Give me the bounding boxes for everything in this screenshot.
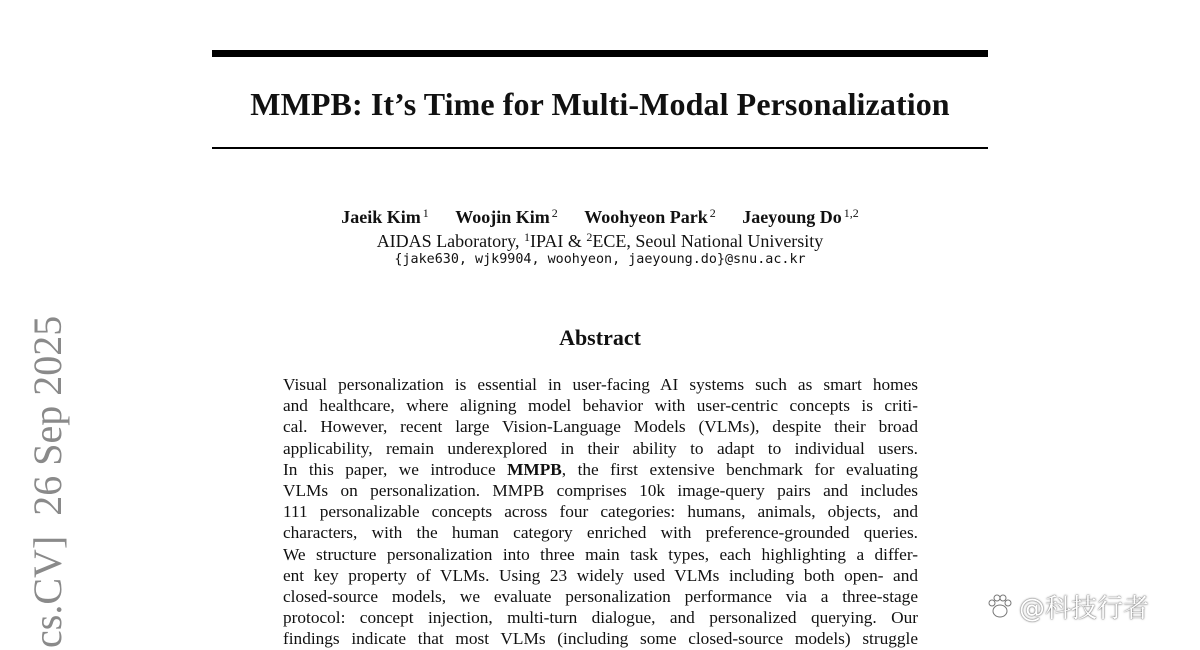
abstract-line: cal. However, recent large Vision-Language Models (VLMs), despite their broad (283, 417, 918, 437)
abstract-line: Visual personalization is essential in user-facing AI systems such as smart homes (283, 375, 918, 394)
abstract-line: characters, with the human category enriched with preference-grounded queries. (283, 523, 918, 543)
paw-print-icon (985, 591, 1015, 621)
abstract-body (283, 374, 918, 650)
title-top-rule (212, 50, 988, 57)
title-bottom-rule (212, 147, 988, 149)
abstract-line: 111 personalizable concepts across four categories: humans, animals, objects, and (283, 502, 918, 522)
author: Jaeik Kim $^1$ (341, 206, 429, 227)
abstract-line: protocol: concept injection, multi-turn dialogue, and personalized querying. Our (283, 608, 918, 628)
author: Woojin Kim $^2$ (455, 206, 558, 227)
abstract-line: ent key property of VLMs. Using 23 widely used VLMs including both open- and (283, 565, 918, 585)
abstract-line: In this paper, we introduce MMPB, the first extensive benchmark for evaluating (283, 459, 918, 479)
arxiv-sidebar-id: cs.CV] 26 Sep 2025 (25, 315, 70, 648)
author-emails: {jake630, wjk9904, woohyeon, jaeyoung.do}@snu.ac.kr (394, 252, 806, 267)
author: Woohyeon Park $^2$ (584, 206, 716, 227)
abstract-line: closed-source models, we evaluate personalization performance via a three-stage (283, 587, 918, 607)
affiliation: AIDAS Laboratory, $^1$IPAI & $^2$ECE, Seoul National University (376, 230, 824, 251)
abstract-line: and healthcare, where aligning model behavior with user-centric concepts is criti- (283, 396, 918, 416)
watermark-text: @科技行者 (1019, 593, 1150, 624)
abstract-heading: Abstract (559, 325, 641, 350)
abstract-line: findings indicate that most VLMs (including some closed-source models) struggle (283, 629, 918, 649)
abstract-line: We structure personalization into three main task types, each highlighting a differ- (283, 544, 918, 564)
author: Jaeyoung Do $^{1,2}$ (742, 206, 859, 227)
paper-title: MMPB: It’s Time for Multi-Modal Personalization (250, 86, 950, 122)
watermark (985, 591, 1150, 624)
abstract-line: VLMs on personalization. MMPB comprises 10k image-query pairs and includes (283, 481, 918, 501)
benchmark-name: MMPB (507, 459, 562, 479)
abstract-line: applicability, remain underexplored in their ability to adapt to individual users. (283, 438, 918, 458)
